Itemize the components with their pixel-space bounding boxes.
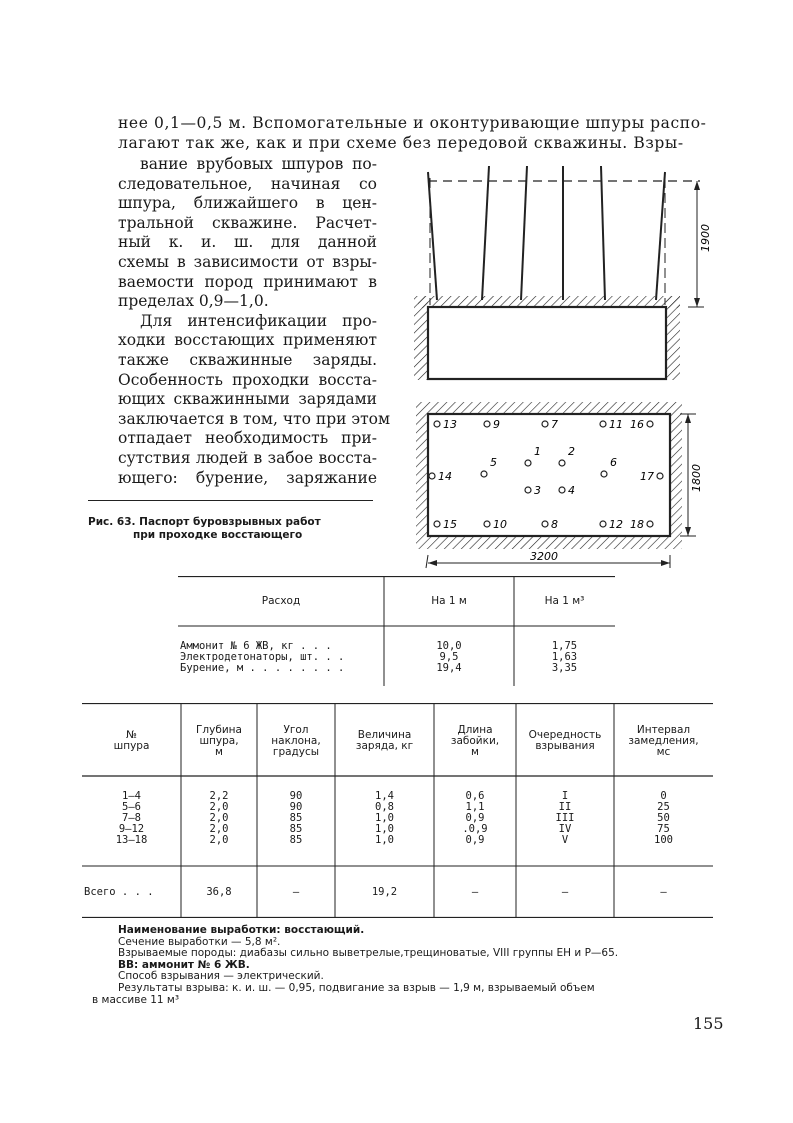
holes-data-cell: 2,0 xyxy=(209,834,229,846)
word: проходки xyxy=(232,370,310,389)
hole-label: 9 xyxy=(493,418,500,431)
consumption-per-m3: 3,35 xyxy=(551,662,578,674)
note-3: Взрываемые породы: диабазы сильно выветрелые,трещиноватые, VIII группы ЕН и Р—65. xyxy=(118,947,619,960)
hole-marker xyxy=(647,421,653,427)
word: взры- xyxy=(332,253,377,271)
hole-label: 1 xyxy=(534,445,541,458)
word: восста- xyxy=(318,370,377,389)
hole-label: 17 xyxy=(640,470,654,483)
hole-marker xyxy=(484,521,490,527)
hole-label: 12 xyxy=(609,518,623,531)
holes-data-cell: 0,8 xyxy=(375,801,394,813)
word: ный xyxy=(118,233,151,252)
hole-marker xyxy=(657,473,663,479)
hole-marker xyxy=(600,421,606,427)
holes-header-cell: Очередность взрывания xyxy=(528,729,602,752)
holes-data-cell: 50 xyxy=(657,812,670,824)
hole-marker xyxy=(542,421,548,427)
hole-label: 2 xyxy=(568,445,575,458)
word: пределах 0,9—1,0. xyxy=(118,292,269,311)
word: в xyxy=(253,449,263,467)
word: от xyxy=(306,253,325,271)
holes-header-cell: Интервал замедления, мс xyxy=(628,723,699,758)
word: заряжание xyxy=(286,468,377,487)
hole-marker xyxy=(600,521,606,527)
holes-data-cell: 100 xyxy=(654,834,673,846)
hole-label: 16 xyxy=(630,418,644,431)
notes xyxy=(92,924,619,1006)
holes-total-cell: — xyxy=(292,886,300,898)
word: интенсификации xyxy=(187,311,328,330)
holes-data-cell: 75 xyxy=(657,823,670,835)
note-1: Наименование выработки: восстающий. xyxy=(118,924,365,936)
hole-label: 8 xyxy=(551,518,558,531)
holes-total-cell: Всего . . . xyxy=(84,886,154,898)
figure-caption xyxy=(88,516,378,542)
holes-data-cell: 1,0 xyxy=(375,834,394,846)
holes-data-cell: II xyxy=(558,801,572,813)
holes-total-cell: 36,8 xyxy=(206,886,232,898)
dim-side-label: 1800 xyxy=(690,464,703,492)
word: следовательное, xyxy=(118,174,253,193)
holes-total-cell: 19,2 xyxy=(371,886,398,898)
note-4: ВВ: аммонит № 6 ЖВ. xyxy=(118,958,250,971)
holes-data-cell: 90 xyxy=(289,801,303,813)
word: вание xyxy=(140,155,188,173)
word: и. xyxy=(201,233,217,252)
hole-marker xyxy=(542,521,548,527)
holes-data-cell: 2,0 xyxy=(209,812,229,824)
hole-marker xyxy=(429,473,435,479)
drill-holes-section xyxy=(428,166,665,305)
word: цен- xyxy=(342,194,377,213)
holes-data-cell: 0,6 xyxy=(465,790,485,802)
consumption-per-m: 19,4 xyxy=(436,662,462,674)
holes-data-cell: 0 xyxy=(660,790,667,802)
word: начиная xyxy=(270,174,341,193)
hole-marker xyxy=(559,487,565,493)
word: схемы xyxy=(118,253,169,271)
holes-data-cell: V xyxy=(561,834,569,846)
word: ходки xyxy=(118,331,166,350)
word: ющих xyxy=(118,390,165,409)
word: тральной xyxy=(118,213,195,232)
word: восстающих xyxy=(174,331,275,350)
hole-label: 3 xyxy=(534,484,541,497)
holes-data-cell: 1,1 xyxy=(465,801,485,813)
hole-label: 6 xyxy=(610,456,617,469)
hole-marker xyxy=(647,521,653,527)
word: Для xyxy=(140,311,173,330)
hole-marker xyxy=(525,460,531,466)
consumption-item: Аммонит № 6 ЖВ, кг . . . xyxy=(180,640,332,652)
consumption-per-m3: 1,75 xyxy=(551,640,578,652)
word: ш. xyxy=(233,233,254,252)
hole-label: 5 xyxy=(490,456,497,469)
consumption-header-item: Расход xyxy=(261,595,301,607)
word: для xyxy=(270,233,301,252)
word: в xyxy=(176,253,186,271)
hole-label: 14 xyxy=(438,470,452,483)
hole-marker xyxy=(481,471,487,477)
word: ближайшего xyxy=(193,194,299,213)
hole-label: 4 xyxy=(568,484,575,497)
holes-data-cell: 2,0 xyxy=(209,801,229,813)
hole-label: 7 xyxy=(551,418,558,431)
page-number: 155 xyxy=(693,1014,724,1033)
word: также xyxy=(118,351,169,369)
word: принимают xyxy=(263,272,358,291)
caption-line-2: при проходке восстающего xyxy=(133,529,303,541)
word: врубовых xyxy=(196,155,273,173)
word: заключается в том, что при этом xyxy=(118,409,391,428)
hole-label: 13 xyxy=(443,418,457,431)
holes-header-cell: Длина забойки, м xyxy=(450,723,500,758)
holes-data-cell: 0,9 xyxy=(465,812,485,824)
word: к. xyxy=(168,233,184,252)
text-line-1: нее 0,1—0,5 м. Вспомогательные и оконтуривающие шпуры распо- xyxy=(118,114,707,132)
holes-data-cell: III xyxy=(555,812,575,824)
word: скважинными xyxy=(173,390,290,409)
holes-data-cell: 2,0 xyxy=(209,823,229,835)
holes-data-cell: 5—6 xyxy=(122,801,141,813)
hole-label: 11 xyxy=(609,418,623,431)
holes-data-cell: 1—4 xyxy=(122,790,141,802)
hole-marker xyxy=(484,421,490,427)
word: зависимости xyxy=(193,253,299,271)
word: ющего: xyxy=(118,468,178,487)
holes-data-cell: 1,4 xyxy=(375,790,394,802)
note-5: Способ взрывания — электрический. xyxy=(118,970,324,983)
hole-label: 15 xyxy=(443,518,457,531)
word: в xyxy=(368,272,377,291)
word: про- xyxy=(342,311,377,330)
word: забое xyxy=(267,449,314,467)
word: Расчет- xyxy=(315,213,377,232)
dim-width-label: 3200 xyxy=(530,550,558,563)
consumption-per-m: 9,5 xyxy=(439,651,459,663)
consumption-item: Электродетонаторы, шт. . . xyxy=(180,651,345,663)
word: пород xyxy=(204,272,253,291)
consumption-item: Бурение, м . . . . . . . . xyxy=(180,662,345,674)
holes-data-cell: 85 xyxy=(289,812,303,824)
holes-data-cell: 9—12 xyxy=(118,823,145,835)
holes-data-cell: 7—8 xyxy=(122,812,141,824)
word: по- xyxy=(352,155,377,173)
holes-data-cell: 25 xyxy=(657,801,670,813)
word: Особенность xyxy=(118,370,223,389)
word: со xyxy=(358,174,377,193)
note-2: Сечение выработки — 5,8 м². xyxy=(118,935,281,948)
word: необходимость xyxy=(204,429,329,448)
holes-data-cell: 13—18 xyxy=(115,834,148,846)
word: скважинные xyxy=(189,351,293,369)
holes-data-cell: IV xyxy=(558,823,572,835)
consumption-header-per-m3: На 1 м³ xyxy=(544,595,585,607)
hole-marker xyxy=(434,421,440,427)
word: применяют xyxy=(282,331,377,350)
text-line-2: лагают так же, как и при схеме без передовой скважины. Взры- xyxy=(118,134,684,152)
holes-data-cell: 90 xyxy=(289,790,303,802)
dim-height-label: 1900 xyxy=(699,224,712,252)
holes-data-cell: I xyxy=(561,790,569,802)
word: заряды. xyxy=(312,351,377,369)
note-7: в массиве 11 м³ xyxy=(92,993,180,1006)
consumption-header-per-m: На 1 м xyxy=(431,595,467,607)
holes-data-cell: 2,2 xyxy=(209,790,229,802)
word: сутствия xyxy=(118,449,191,467)
hole-marker xyxy=(525,487,531,493)
holes-header-cell: Угол наклона, градусы xyxy=(271,723,321,758)
holes-data-cell: 0,9 xyxy=(465,834,485,846)
word: шпуров xyxy=(281,155,344,173)
word: при- xyxy=(341,429,377,448)
holes-data-cell: .0,9 xyxy=(462,823,488,835)
word: отпадает xyxy=(118,429,193,448)
note-6: Результаты взрыва: к. и. ш. — 0,95, подвигание за взрыв — 1,9 м, взрываемый объем xyxy=(118,981,595,994)
holes-data-cell: 1,0 xyxy=(375,823,394,835)
caption-line-1: Рис. 63. Паспорт буровзрывных работ xyxy=(88,516,321,528)
holes-total-cell: — xyxy=(471,886,479,898)
hole-marker xyxy=(434,521,440,527)
word: людей xyxy=(195,449,249,467)
word: зарядами xyxy=(298,390,377,409)
hole-marker xyxy=(601,471,607,477)
word: в xyxy=(315,194,325,213)
holes-total-cell: — xyxy=(561,886,569,898)
hole-marker xyxy=(559,460,565,466)
holes-data-cell: 1,0 xyxy=(375,812,394,824)
word: шпура, xyxy=(118,194,176,213)
word: скважине. xyxy=(212,213,298,232)
hole-label: 18 xyxy=(630,518,644,531)
consumption-per-m: 10,0 xyxy=(436,640,462,652)
word: бурение, xyxy=(195,468,269,487)
consumption-per-m3: 1,63 xyxy=(551,651,578,663)
raise-section xyxy=(428,307,666,379)
hole-label: 10 xyxy=(493,518,507,531)
word: ваемости xyxy=(118,272,195,291)
holes-total-cell: — xyxy=(660,886,667,898)
holes-data-cell: 85 xyxy=(289,823,303,835)
holes-header-cell: Глубина шпура, м xyxy=(196,723,242,758)
holes-header-cell: Величина заряда, кг xyxy=(355,729,414,752)
word: восста- xyxy=(318,449,377,467)
word: данной xyxy=(317,233,377,252)
holes-data-cell: 85 xyxy=(289,834,303,846)
holes-header-cell: № шпура xyxy=(113,729,150,752)
